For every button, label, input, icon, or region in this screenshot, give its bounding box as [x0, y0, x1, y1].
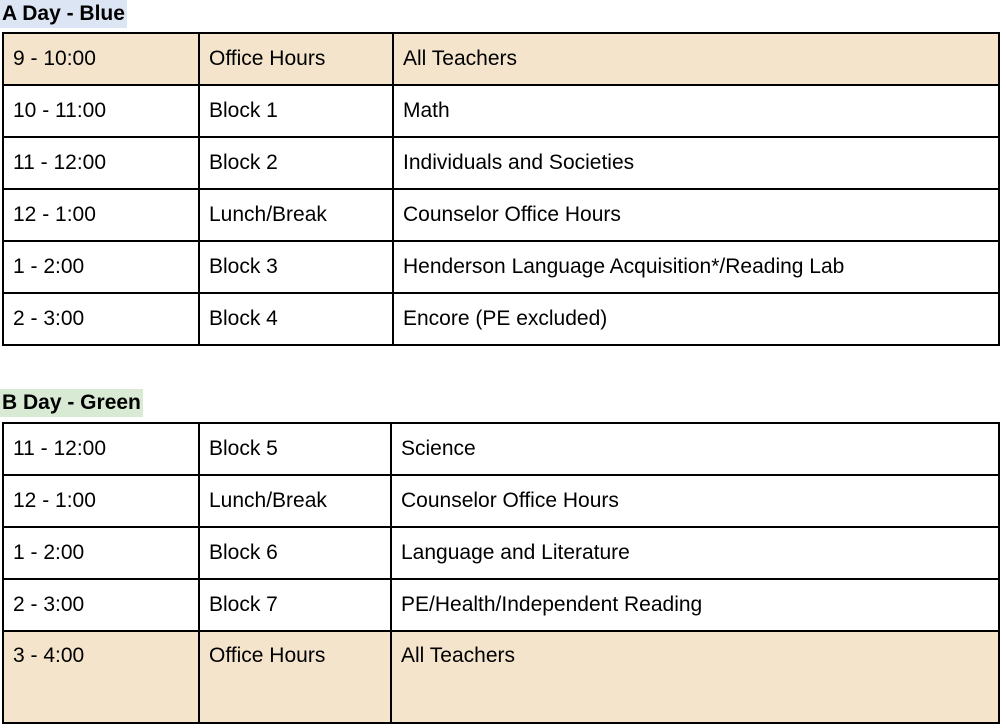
block-cell: Block 1	[199, 85, 393, 137]
table-row	[3, 33, 999, 85]
subject-cell: Math	[393, 85, 999, 137]
subject-cell: Counselor Office Hours	[393, 189, 999, 241]
subject-cell: Counselor Office Hours	[391, 475, 999, 527]
subject-cell: All Teachers	[391, 631, 999, 723]
block-cell: Lunch/Break	[199, 189, 393, 241]
time-cell: 12 - 1:00	[3, 475, 199, 527]
subject-cell: PE/Health/Independent Reading	[391, 579, 999, 631]
table-row	[3, 527, 999, 579]
subject-cell: Individuals and Societies	[393, 137, 999, 189]
subject-cell: Language and Literature	[391, 527, 999, 579]
table-row	[3, 579, 999, 631]
block-cell: Office Hours	[199, 631, 391, 723]
block-cell: Office Hours	[199, 33, 393, 85]
time-cell: 11 - 12:00	[3, 137, 199, 189]
table-row	[3, 293, 999, 345]
block-cell: Block 4	[199, 293, 393, 345]
block-cell: Block 6	[199, 527, 391, 579]
b-day-heading: B Day - Green	[0, 389, 143, 417]
table-row	[3, 423, 999, 475]
time-cell: 1 - 2:00	[3, 241, 199, 293]
table-row	[3, 475, 999, 527]
a-day-heading: A Day - Blue	[0, 0, 127, 28]
time-cell: 2 - 3:00	[3, 293, 199, 345]
a-day-schedule-table	[2, 32, 1000, 346]
table-row	[3, 631, 999, 723]
time-cell: 2 - 3:00	[3, 579, 199, 631]
subject-cell: Henderson Language Acquisition*/Reading Lab	[393, 241, 999, 293]
subject-cell: Encore (PE excluded)	[393, 293, 999, 345]
table-row	[3, 189, 999, 241]
time-cell: 1 - 2:00	[3, 527, 199, 579]
table-row	[3, 241, 999, 293]
time-cell: 11 - 12:00	[3, 423, 199, 475]
subject-cell: Science	[391, 423, 999, 475]
block-cell: Block 7	[199, 579, 391, 631]
table-row	[3, 85, 999, 137]
block-cell: Lunch/Break	[199, 475, 391, 527]
time-cell: 3 - 4:00	[3, 631, 199, 723]
time-cell: 10 - 11:00	[3, 85, 199, 137]
table-row	[3, 137, 999, 189]
time-cell: 12 - 1:00	[3, 189, 199, 241]
block-cell: Block 3	[199, 241, 393, 293]
time-cell: 9 - 10:00	[3, 33, 199, 85]
b-day-schedule-table	[2, 422, 1000, 724]
block-cell: Block 5	[199, 423, 391, 475]
subject-cell: All Teachers	[393, 33, 999, 85]
block-cell: Block 2	[199, 137, 393, 189]
